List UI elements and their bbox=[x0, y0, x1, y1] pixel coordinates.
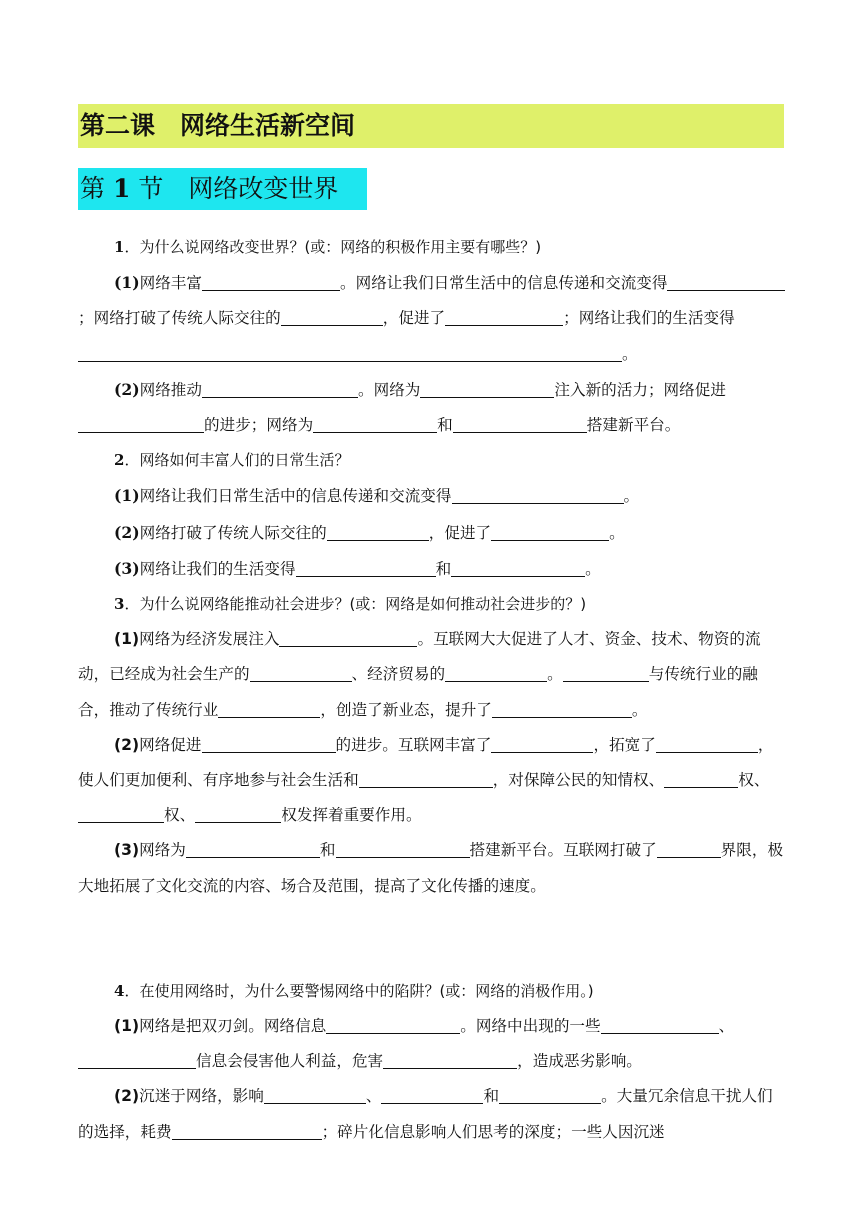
answer-blank[interactable] bbox=[452, 485, 624, 504]
answer-blank[interactable] bbox=[78, 1050, 196, 1069]
answer-blank[interactable] bbox=[296, 558, 436, 577]
answer-blank[interactable] bbox=[281, 307, 383, 326]
section-number: 1 bbox=[112, 174, 131, 203]
question-4: 4．在使用网络时，为什么要警惕网络中的陷阱？(或：网络的消极作用。) bbox=[114, 981, 594, 1000]
answer-blank[interactable] bbox=[563, 663, 649, 682]
question-2: 2．网络如何丰富人们的日常生活？ bbox=[114, 451, 350, 470]
answer-blank[interactable] bbox=[451, 558, 585, 577]
section-title bbox=[78, 168, 367, 210]
answer-blank[interactable] bbox=[172, 1121, 322, 1140]
q1-item-2: (2)网络推动 。网络为 注入新的活力；网络促进的进步；网络为 和 搭建新平台。 bbox=[78, 372, 786, 443]
answer-blank[interactable] bbox=[186, 839, 320, 858]
answer-blank[interactable] bbox=[667, 272, 785, 291]
q3-item-3: (3)网络为 和 搭建新平台。互联网打破了 界限，极大地拓展了文化交流的内容、场合及范围，提高了文化传播的速度。 bbox=[78, 841, 784, 895]
answer-blank[interactable] bbox=[381, 1085, 483, 1104]
answer-blank[interactable] bbox=[601, 1015, 719, 1034]
answer-blank[interactable] bbox=[445, 663, 547, 682]
answer-blank[interactable] bbox=[359, 769, 493, 788]
answer-blank[interactable] bbox=[491, 734, 593, 753]
answer-blank[interactable] bbox=[383, 1050, 517, 1069]
section-suffix: 节 网络改变世界 bbox=[138, 174, 339, 203]
q2-item-2: (2)网络打破了传统人际交往的 ，促进了 。 bbox=[114, 522, 625, 542]
answer-blank[interactable] bbox=[664, 769, 738, 788]
answer-blank[interactable] bbox=[656, 734, 758, 753]
answer-blank[interactable] bbox=[78, 414, 204, 433]
answer-blank[interactable] bbox=[453, 414, 587, 433]
answer-blank[interactable] bbox=[78, 804, 164, 823]
spacer bbox=[78, 904, 786, 974]
answer-blank[interactable] bbox=[202, 734, 336, 753]
answer-blank[interactable] bbox=[327, 522, 429, 541]
q2-item-3: (3)网络让我们的生活变得 和 。 bbox=[114, 558, 601, 578]
q1-item-1: (1)网络丰富 。网络让我们日常生活中的信息传递和交流变得；网络打破了传统人际交往的 ，促进了 ；网络让我们的生活变得。 bbox=[78, 265, 786, 372]
answer-blank[interactable] bbox=[420, 379, 554, 398]
answer-blank[interactable] bbox=[218, 699, 320, 718]
section-prefix: 第 bbox=[80, 174, 106, 203]
answer-blank[interactable] bbox=[279, 628, 417, 647]
q2-item-1: (1)网络让我们日常生活中的信息传递和交流变得 。 bbox=[114, 486, 640, 506]
answer-blank[interactable] bbox=[78, 343, 622, 362]
answer-blank[interactable] bbox=[499, 1085, 601, 1104]
worksheet-content bbox=[78, 230, 786, 1150]
answer-blank[interactable] bbox=[202, 272, 340, 291]
answer-blank[interactable] bbox=[326, 1015, 460, 1034]
answer-blank[interactable] bbox=[313, 414, 437, 433]
answer-blank[interactable] bbox=[492, 699, 632, 718]
answer-blank[interactable] bbox=[657, 839, 721, 858]
answer-blank[interactable] bbox=[195, 804, 281, 823]
q3-item-1: (1)网络为经济发展注入 。互联网大大促进了人才、资金、技术、物资的流动，已经成为社会生产的 、经济贸易的 。 与传统行业的融合，推动了传统行业 ，创造了新业态，提升了 。 bbox=[78, 630, 761, 719]
answer-blank[interactable] bbox=[491, 522, 609, 541]
answer-blank[interactable] bbox=[264, 1085, 366, 1104]
q3-item-2: (2)网络促进 的进步。互联网丰富了 ，拓宽了 ，使人们更加便利、有序地参与社会生活和 ，对保障公民的知情权、 权、权、 权发挥着重要作用。 bbox=[78, 735, 774, 825]
q4-item-2: (2)沉迷于网络，影响 、 和 。大量冗余信息干扰人们的选择，耗费 ；碎片化信息影响人们思考的深度；一些人因沉迷 bbox=[78, 1087, 773, 1141]
question-1: 1．为什么说网络改变世界？(或：网络的积极作用主要有哪些？) bbox=[114, 238, 542, 256]
answer-blank[interactable] bbox=[445, 307, 563, 326]
question-3: 3．为什么说网络能推动社会进步？(或：网络是如何推动社会进步的？) bbox=[114, 595, 587, 614]
answer-blank[interactable] bbox=[202, 379, 358, 398]
q4-item-1: (1)网络是把双刃剑。网络信息 。网络中出现的一些 、信息会侵害他人利益，危害 ，造成恶劣影响。 bbox=[78, 1009, 786, 1079]
lesson-title: 第二课 网络生活新空间 bbox=[78, 104, 784, 148]
answer-blank[interactable] bbox=[336, 839, 470, 858]
answer-blank[interactable] bbox=[250, 663, 352, 682]
